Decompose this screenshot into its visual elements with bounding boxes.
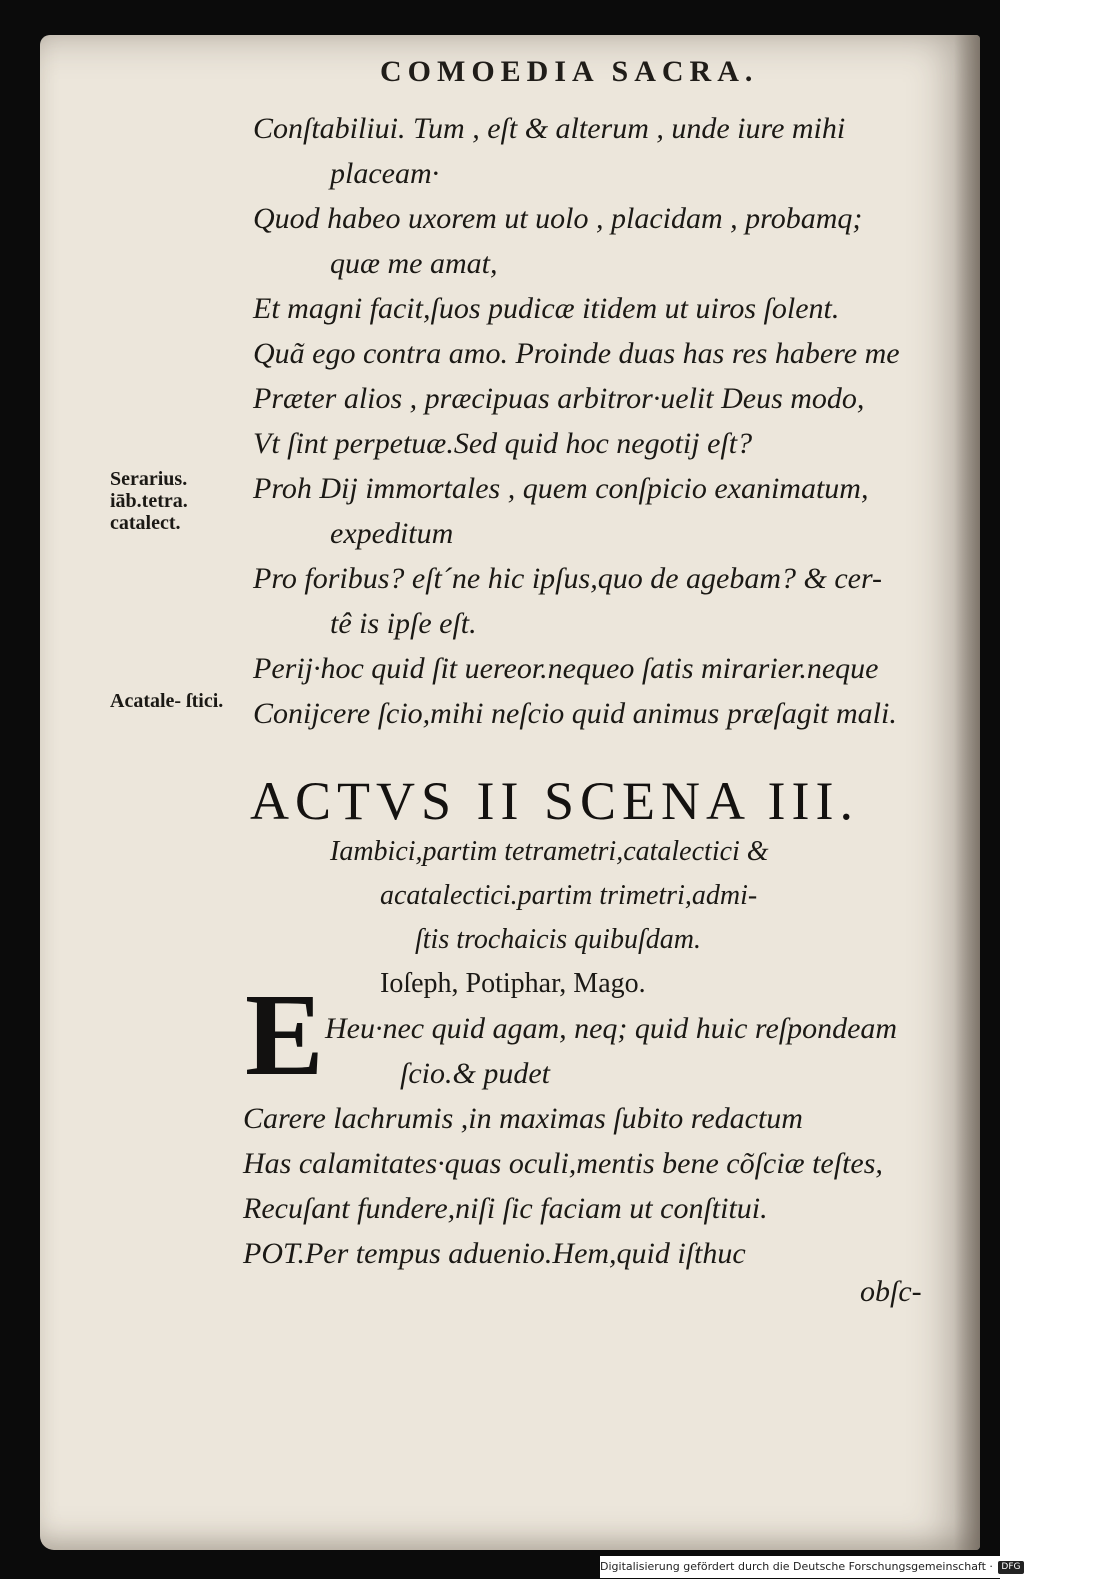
verse-line: Perij·hoc quid ſit uereor.nequeo ſatis mirarier.neque bbox=[253, 652, 879, 685]
argument-line: Iambici,partim tetrametri,catalectici & bbox=[330, 836, 769, 867]
verse-line: Proh Dij immortales , quem conſpicio exanimatum, bbox=[253, 472, 869, 505]
verse-line: placeam· bbox=[330, 157, 440, 190]
verse-line: Vt ſint perpetuæ.Sed quid hoc negotij eſt? bbox=[253, 427, 753, 460]
verse-line: Conijcere ſcio,mihi neſcio quid animus præſagit mali. bbox=[253, 697, 897, 730]
catchword: obſc- bbox=[860, 1275, 922, 1308]
argument-line: ſtis trochaicis quibuſdam. bbox=[415, 924, 701, 955]
footer-text: Digitalisierung gefördert durch die Deutsche Forschungsgemeinschaft · bbox=[600, 1560, 993, 1573]
act-scene-heading: ACTVS II SCENA III. bbox=[250, 771, 859, 831]
verse-line: expeditum bbox=[330, 517, 454, 550]
dramatis-personae: Ioſeph, Potiphar, Mago. bbox=[380, 968, 646, 999]
verse-line: Et magni facit,ſuos pudicæ itidem ut uiros ſolent. bbox=[253, 292, 840, 325]
running-head: COMOEDIA SACRA. bbox=[380, 55, 759, 88]
scene-line: Carere lachrumis ,in maximas ſubito redactum bbox=[243, 1102, 803, 1135]
margin-note: Serarius. iāb.tetra. catalect. bbox=[110, 468, 188, 534]
scene-line: Has calamitates·quas oculi,mentis bene cõſciæ teſtes, bbox=[243, 1147, 883, 1180]
margin-note: Acatale- ſtici. bbox=[110, 690, 224, 712]
scene-line: POT.Per tempus aduenio.Hem,quid iſthuc bbox=[243, 1237, 746, 1270]
verse-line: Pro foribus? eſt´ne hic ipſus,quo de agebam? & cer- bbox=[253, 562, 883, 595]
scene-line: Heu·nec quid agam, neq; quid huic reſpondeam bbox=[325, 1012, 898, 1045]
verse-line: tê is ipſe eſt. bbox=[330, 607, 477, 640]
verse-line: Præter alios , præcipuas arbitror·uelit Deus modo, bbox=[253, 382, 865, 415]
verse-line: Quã ego contra amo. Proinde duas has res habere me bbox=[253, 337, 900, 370]
digitization-footer bbox=[600, 1556, 1021, 1578]
argument-line: acatalectici.partim trimetri,admi- bbox=[380, 880, 758, 911]
scene-line: ſcio.& pudet bbox=[400, 1057, 550, 1090]
scene-line: Recuſant fundere,niſi ſic faciam ut conſtitui. bbox=[243, 1192, 768, 1225]
dfg-logo-icon: DFG bbox=[998, 1561, 1023, 1574]
verse-line: Conſtabiliui. Tum , eſt & alterum , unde iure mihi bbox=[253, 112, 846, 145]
verse-line: quæ me amat, bbox=[330, 247, 498, 280]
verse-line: Quod habeo uxorem ut uolo , placidam , probamq; bbox=[253, 202, 863, 235]
drop-cap: E bbox=[245, 969, 324, 1100]
